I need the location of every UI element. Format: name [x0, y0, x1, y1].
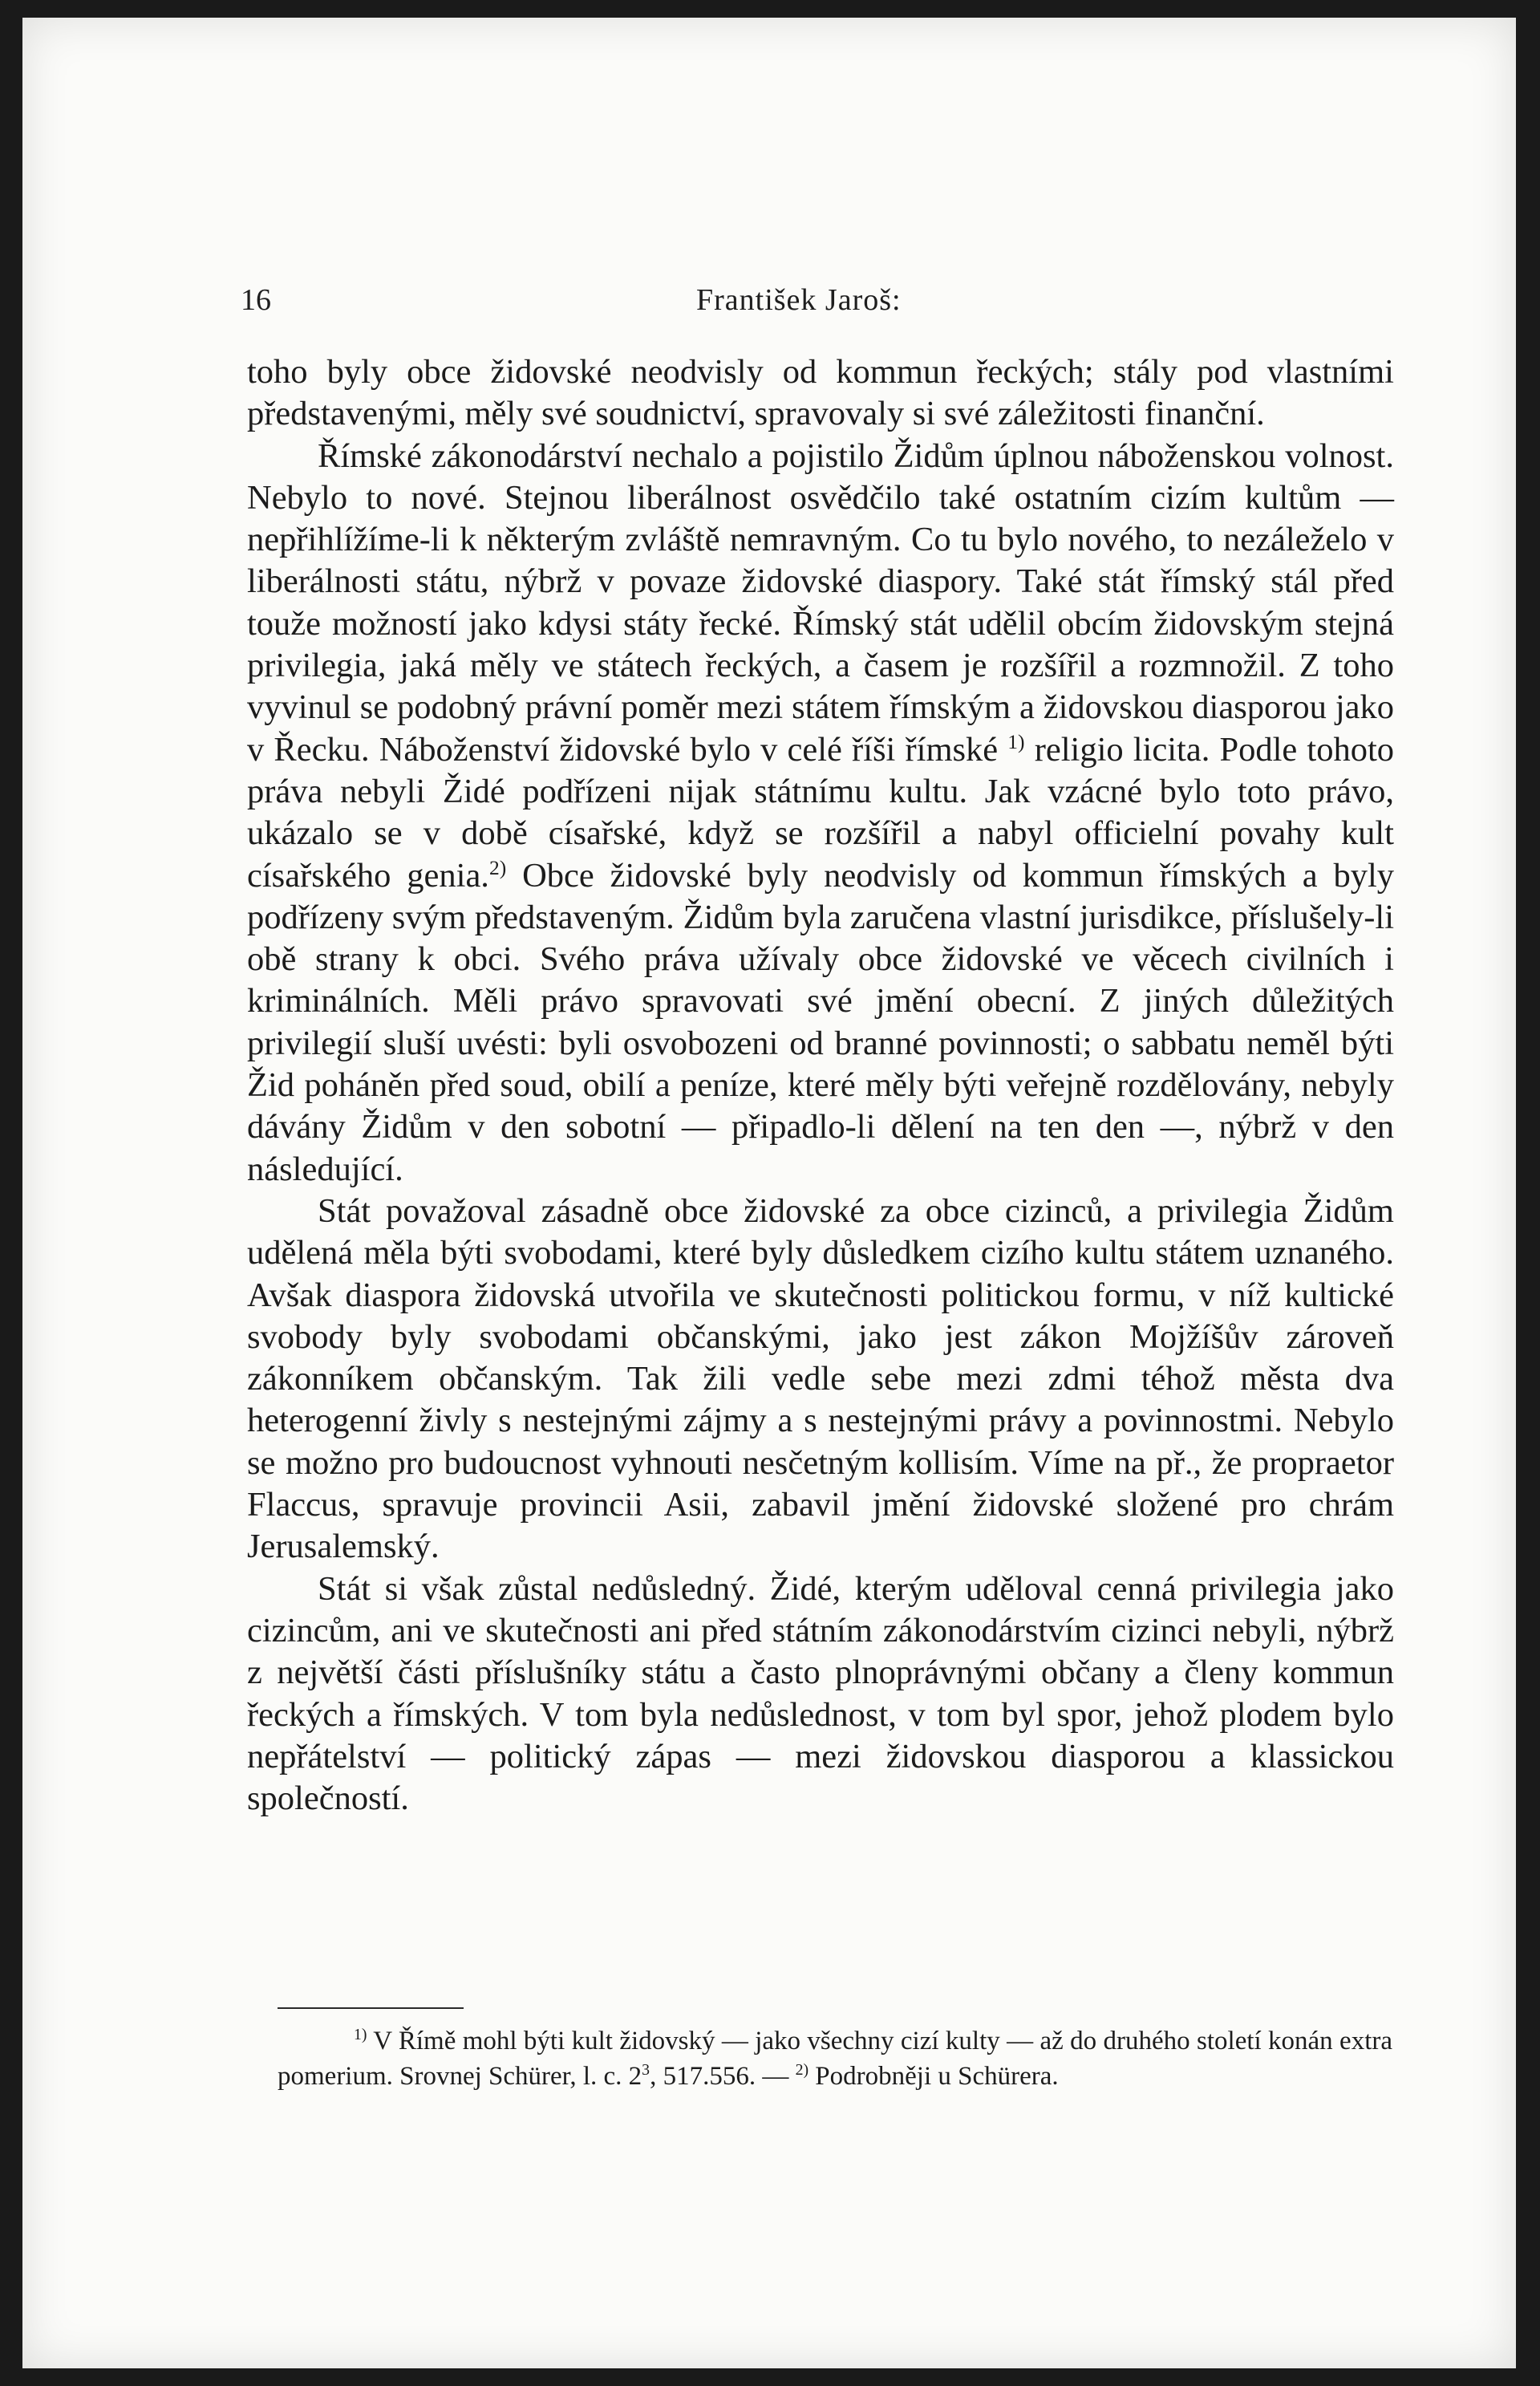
- page-number: 16: [241, 283, 271, 317]
- footnotes: [278, 2023, 1392, 2094]
- paragraph-text: Římské zákonodárství nechalo a pojistilo Židům úplnou náboženskou volnost. Nebylo to nové. Stejnou liberálnost osvědčilo také ostatním cizím kultům — nepřihlížíme-li k některým zvláště nemravným. Co tu bylo nového, to nezáleželo v liberálnosti státu, nýbrž v povaze židovské diaspory. Také stát římský stál před touže možností jako kdysi státy řecké. Římský stát udělil obcím židovským stejná privilegia, jaká měly ve státech řeckých, a časem je rozšířil a rozmnožil. Z toho vyvinul se podobný právní poměr mezi státem římským a židovskou diasporou jako v Řecku. Náboženství židovské bylo v celé říši římské: [247, 436, 1394, 769]
- paragraph-text: Obce židovské byly neodvisly od kommun římských a byly podřízeny svým představeným. Židům byla zaručena vlastní jurisdikce, příslušely-li obě strany k obci. Svého práva užívaly obce židovské ve věcech civilních i kriminálních. Měli právo spravovati své jmění obecní. Z jiných důležitých privilegií sluší uvésti: byli osvobozeni od branné povinnosti; o sabbatu neměl býti Žid poháněn před soud, obilí a peníze, které měly býti veřejně rozdělovány, nebyly dávány Židům v den sobotní — připadlo-li dělení na ten den —, nýbrž v den následující.: [247, 856, 1395, 1188]
- running-head: František Jaroš:: [696, 283, 902, 317]
- paragraph-3: [247, 1191, 1394, 1568]
- footnote-mark-2: 2): [795, 2061, 809, 2079]
- footnote-ref-2[interactable]: 2): [488, 855, 507, 879]
- book-page: [22, 18, 1516, 2368]
- footnote-edition-sup: 3: [642, 2061, 650, 2079]
- footnote-text: Podrobněji u Schürera.: [815, 2062, 1059, 2091]
- paragraph-text: religio licita. Podle tohoto práva nebyli Židé podřízeni nijak státnímu kultu. Jak vzácné bylo toto právo, ukázalo se v době císařské, když se rozšířil a nabyl officielní povahy kult císařského genia.: [247, 730, 1395, 895]
- paragraph-text: Stát považoval zásadně obce židovské za obce cizinců, a privilegia Židům udělená měla býti svobodami, které byly důsledkem cizího kultu státem uznaného. Avšak diaspora židovská utvořila ve skutečnosti politickou formu, v níž kultické svobody byly svobodami občanskými, jako jest zákon Mojžíšův zároveň zákonníkem občanským. Tak žili vedle sebe mezi zdmi téhož města dva heterogenní živly s nestejnými zájmy a s nestejnými právy a povinnostmi. Nebylo se možno pro budoucnost vyhnouti nesčetným kollisím. Víme na př., že propraetor Flaccus, spravuje provincii Asii, zabavil jmění židovské složené pro chrám Jerusalemský.: [247, 1191, 1394, 1566]
- footnote-mark-1: 1): [354, 2026, 367, 2043]
- main-text: [247, 351, 1394, 1820]
- paragraph-2: [247, 436, 1394, 1191]
- footnote-text: , 517.556. —: [650, 2062, 789, 2091]
- page-header: [22, 282, 1516, 323]
- paragraph-1: [247, 351, 1394, 436]
- footnote-text: V Římě mohl býti kult židovský — jako všechny cizí kulty — až do druhého století konán extra pomerium. Srovnej Schürer, l. c. 2: [278, 2027, 1393, 2091]
- footnote-divider: [278, 2007, 464, 2009]
- paragraph-text: toho byly obce židovské neodvisly od kommun řeckých; stály pod vlastními představenými, měly své soudnictví, spravovaly si své záležitosti finanční.: [247, 353, 1394, 433]
- paragraph-4: [247, 1568, 1394, 1820]
- footnote-1: [278, 2023, 1392, 2094]
- paragraph-text: Stát si však zůstal nedůsledný. Židé, kterým uděloval cenná privilegia jako cizincům, ani ve skutečnosti ani před státním zákonodárstvím cizinci nebyli, nýbrž z největší části příslušníky státu a často plnoprávnými občany a členy kommun řeckých a římských. V tom byla nedůslednost, v tom byl spor, jehož plodem bylo nepřátelství — politický zápas — mezi židovskou diasporou a klassickou společností.: [247, 1569, 1394, 1818]
- footnote-ref-1[interactable]: 1): [1007, 729, 1025, 753]
